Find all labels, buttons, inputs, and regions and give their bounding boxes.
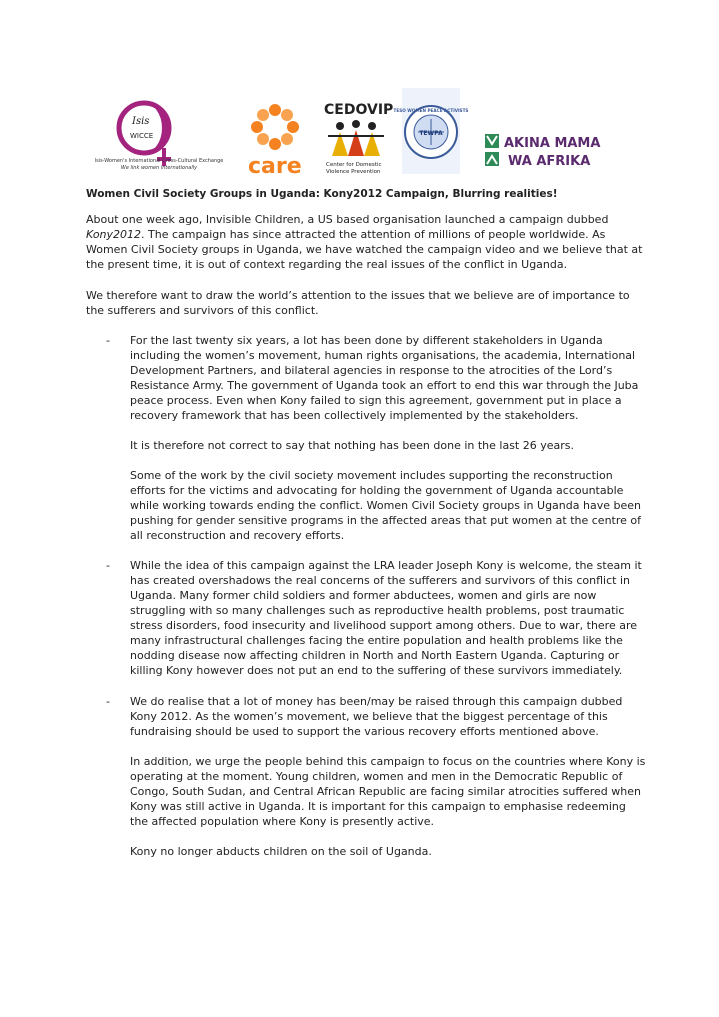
care-wordmark: care: [248, 154, 302, 179]
isis-caption-1: Isis-Women's International Cross-Cultural Exchange: [94, 158, 224, 164]
bullet-dash: -: [106, 334, 110, 347]
page-title: Women Civil Society Groups in Uganda: Kony2012 Campaign, Blurring realities!: [86, 188, 558, 200]
intro-part1: About one week ago, Invisible Children, a US based organisation launched a campaign dubbed: [86, 213, 609, 226]
bullet-3-para-3: Kony no longer abducts children on the soil of Uganda.: [130, 845, 432, 858]
bullet-dash: -: [106, 559, 110, 572]
akina-line2: WA AFRIKA: [508, 154, 591, 169]
intro-paragraph: [86, 212, 646, 272]
cedovip-logo: [322, 96, 394, 178]
bullet-3-para-2: In addition, we urge the people behind this campaign to focus on the countries where Kony is operating at the moment. Young children, women and men in the Democratic Republic of Congo, South Sudan, and Central African Republic are facing similar atrocities suffered when Kony was still active in Uganda. It is important for this campaign to emphasise redeeming the affected population where Kony is presently active.: [130, 755, 646, 828]
intro-paragraph-2: We therefore want to draw the world’s attention to the issues that we believe are of importance to the sufferers and survivors of this conflict.: [86, 289, 630, 317]
bullet-item-1: [86, 333, 646, 558]
bullet-3-para-1: We do realise that a lot of money has been/may be raised through this campaign dubbed Kony 2012. As the women’s movement, we believe that the biggest percentage of this fundraising should be used to support the various recovery efforts mentioned above.: [130, 695, 623, 738]
isis-sub-text: WICCE: [130, 132, 154, 140]
bullet-item-3: [86, 694, 646, 874]
bullet-1-para-3: Some of the work by the civil society movement includes supporting the reconstruction efforts for the victims and advocating for holding the government of Uganda accountable while working towards ending the conflict. Women Civil Society groups in Uganda have been pushing for gender sensitive programs in the affected areas that put women at the centre of all reconstruction and recovery efforts.: [130, 469, 642, 542]
bullet-dash: -: [106, 695, 110, 708]
intro-italic: Kony2012: [86, 228, 142, 241]
isis-mark-text: Isis: [132, 116, 150, 127]
cedovip-name: CEDOVIP: [324, 102, 394, 118]
care-mark: [243, 98, 307, 178]
akina-mama-logo: [484, 132, 604, 174]
akina-line1: AKINA MAMA: [504, 136, 601, 151]
cedovip-mark: [322, 96, 394, 178]
intro-part2: . The campaign has since attracted the attention of millions of people worldwide. As Women Civil Society groups in Uganda, we have watched the campaign video and we believe that at the present time, it is out of context regarding the real issues of the conflict in Uganda.: [86, 228, 643, 271]
bullet-1-para-1: For the last twenty six years, a lot has been done by different stakeholders in Uganda including the women’s movement, human rights organisations, the academia, International Development Partners, and bilateral agencies in response to the atrocities of the Lord’s Resistance Army. The government of Uganda took an effort to end this war through the Juba peace process. Even when Kony failed to sign this agreement, government put in place a recovery framework that has been collectively implemented by the stakeholders.: [130, 334, 639, 422]
teso-logo: [393, 86, 469, 176]
cedovip-line1: Center for Domestic: [326, 162, 382, 168]
isis-caption-2: We link women internationally: [120, 165, 198, 171]
teso-center-text: TEWPA: [419, 130, 443, 137]
akina-mama-mark: [484, 132, 604, 174]
bullet-1-para-2: It is therefore not correct to say that nothing has been done in the last 26 years.: [130, 439, 575, 452]
isis-wicce-mark: [84, 96, 234, 176]
care-logo: [243, 98, 307, 178]
bullet-2-para-1: While the idea of this campaign against the LRA leader Joseph Kony is welcome, the steam it has created overshadows the real concerns of the sufferers and survivors of this conflict in Uganda. Many former child soldiers and former abductees, women and girls are now struggling with so many challenges such as reproductive health problems, post traumatic stress disorders, food insecurity and livelihood support among others. Due to war, there are many infrastructural challenges facing the entire population and health problems like the nodding disease now affecting children in North and North Eastern Uganda. Capturing or killing Kony however does not put an end to the suffering of these survivors immediately.: [130, 559, 642, 677]
cedovip-line2: Violence Prevention: [326, 169, 381, 175]
bullet-item-2: [86, 558, 646, 693]
isis-wicce-logo: [84, 96, 234, 176]
teso-ring-text: TESO WOMEN PEACE ACTIVISTS: [393, 108, 469, 113]
teso-mark: [393, 86, 469, 176]
